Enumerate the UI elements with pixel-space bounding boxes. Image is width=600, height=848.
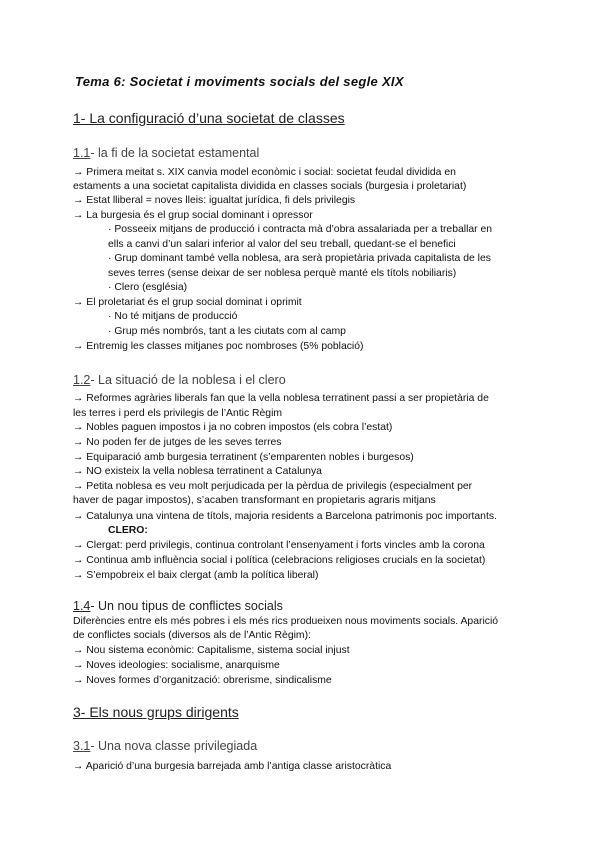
section-1-heading <box>73 110 345 126</box>
subsection-3-1-heading <box>73 739 257 753</box>
text-line: → Continua amb influència social i política (celebracions religioses crucials en la societat) <box>73 555 486 566</box>
text-line: → El proletariat és el grup social dominat i oprimit <box>73 297 302 308</box>
text-line: → Nobles paguen impostos i ja no cobren impostos (els cobra l’estat) <box>73 422 393 433</box>
text-line: · No té mitjans de producció <box>108 311 238 322</box>
text-line: ells a canvi d’un salari inferior al valor del seu treball, quedant-se el benefici <box>108 239 456 250</box>
subsection-1-1-heading <box>73 146 259 160</box>
text-line: Diferències entre els més pobres i els més rics produeixen nous moviments socials. Aparició <box>73 616 499 627</box>
subsection-1-2-number: 1.2 <box>73 373 91 387</box>
text-line: → Entremig les classes mitjanes poc nombroses (5% població) <box>73 341 364 352</box>
text-line: → Estat lliberal = noves lleis: igualtat jurídica, fi dels privilegis <box>73 195 356 206</box>
text-line: → Noves ideologies: socialisme, anarquisme <box>73 660 280 671</box>
text-line: seves terres (sense deixar de ser noblesa perquè manté els títols nobiliaris) <box>108 268 457 279</box>
text-line: → Noves formes d’organització: obrerisme, sindicalisme <box>73 675 332 686</box>
clero-label: CLERO: <box>108 525 148 536</box>
text-line: · Grup més nombrós, tant a les ciutats com al camp <box>108 326 346 337</box>
text-line: → Equiparació amb burgesia terratinent (s’emparenten nobles i burgesos) <box>73 452 414 463</box>
text-line: · Clero (església) <box>108 282 188 293</box>
subsection-1-4-number: 1.4 <box>73 599 91 613</box>
subsection-1-1-number: 1.1 <box>73 146 91 160</box>
text-line: → Nou sistema econòmic: Capitalisme, sistema social injust <box>73 645 350 656</box>
subsection-1-4-title: - Un nou tipus de conflictes socials <box>90 599 283 613</box>
subsection-1-4-heading <box>73 599 283 613</box>
subsection-1-2-title: - La situació de la noblesa i el clero <box>90 373 286 387</box>
text-line: → Primera meitat s. XIX canvia model econòmic i social: societat feudal dividida en <box>73 167 456 178</box>
section-1-heading-text: 1- La configuració d’una societat de classes <box>73 110 345 126</box>
text-line: → Catalunya una vintena de títols, majoria residents a Barcelona patrimonis poc importants. <box>73 511 497 522</box>
text-line: → NO existeix la vella noblesa terratinent a Catalunya <box>73 466 322 477</box>
text-line: → Clergat: perd privilegis, continua controlant l’ensenyament i forts vincles amb la corona <box>73 540 485 551</box>
subsection-3-1-title: - Una nova classe privilegiada <box>90 739 258 753</box>
text-line: haver de pagar impostos), s’acaben transformant en propietaris agraris mitjans <box>73 495 436 506</box>
text-line: → La burgesia és el grup social dominant i opressor <box>73 210 313 221</box>
document-title: Tema 6: Societat i moviments socials del segle XIX <box>75 74 404 89</box>
text-line: → S’empobreix el baix clergat (amb la política liberal) <box>73 570 319 581</box>
section-3-heading <box>73 704 239 720</box>
text-line: → Aparició d’una burgesia barrejada amb l’antiga classe aristocràtica <box>73 761 392 772</box>
text-line: → No poden fer de jutges de les seves terres <box>73 437 282 448</box>
text-line: les terres i perd els privilegis de l’Antic Règim <box>73 408 283 419</box>
text-line: · Grup dominant també vella noblesa, ara serà propietària privada capitalista de les <box>108 253 491 264</box>
text-line: · Posseeix mitjans de producció i contracta mà d’obra assalariada per a treballar en <box>108 224 493 235</box>
text-line: → Petita noblesa es veu molt perjudicada per la pèrdua de privilegis (especialment per <box>73 481 473 492</box>
text-line: de conflictes socials (diversos als de l’Antic Règim): <box>73 630 311 641</box>
subsection-1-2-heading <box>73 373 286 387</box>
text-line: → Reformes agràries liberals fan que la vella noblesa terratinent passi a ser propietària de <box>73 393 489 404</box>
section-3-heading-text: 3- Els nous grups dirigents <box>73 704 239 720</box>
subsection-3-1-number: 3.1 <box>73 739 91 753</box>
subsection-1-1-title: - la fi de la societat estamental <box>90 146 260 160</box>
text-line: estaments a una societat capitalista dividida en classes socials (burgesia i proletariat) <box>73 181 467 192</box>
